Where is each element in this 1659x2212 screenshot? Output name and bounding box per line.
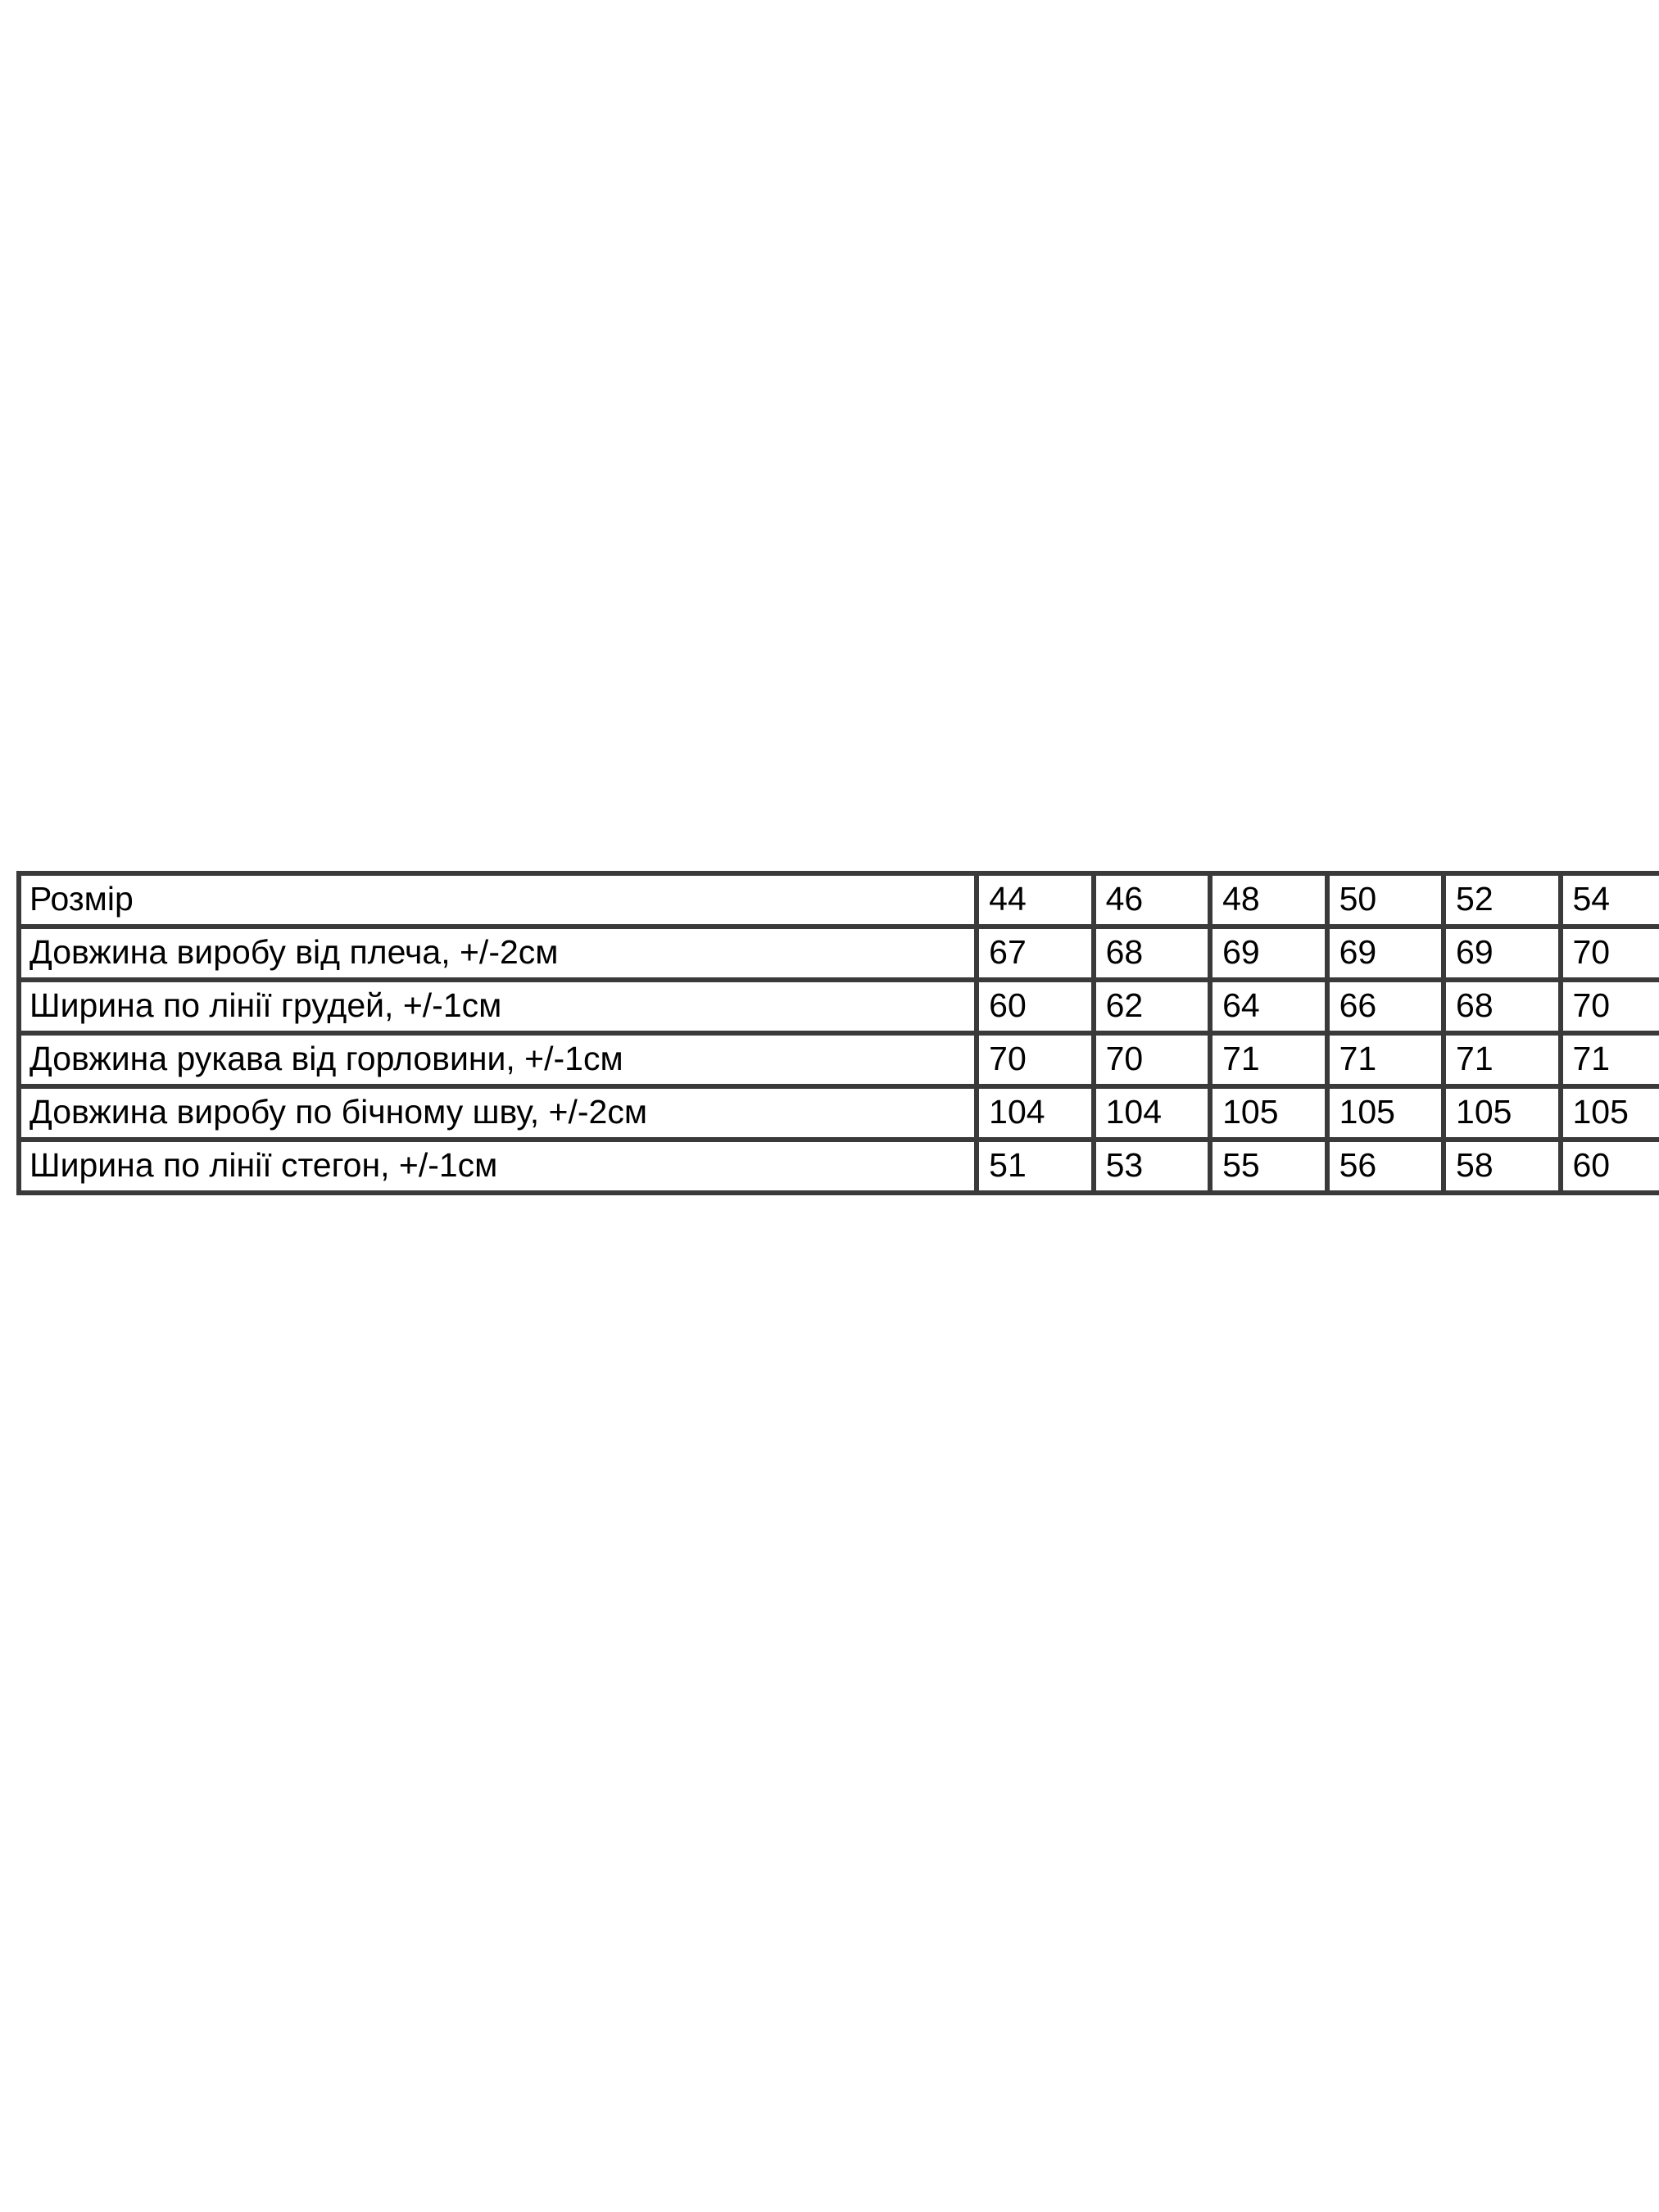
row-label: Ширина по лінії стегон, +/-1см <box>19 1140 977 1193</box>
row-value: 50 <box>1327 873 1444 927</box>
row-value: 51 <box>977 1140 1093 1193</box>
row-value: 104 <box>977 1086 1093 1140</box>
table-row <box>19 980 1659 1033</box>
row-value: 66 <box>1327 980 1444 1033</box>
row-value: 69 <box>1444 927 1560 980</box>
row-value: 60 <box>1561 1140 1659 1193</box>
row-value: 67 <box>977 927 1093 980</box>
row-value: 69 <box>1210 927 1326 980</box>
row-value: 68 <box>1444 980 1560 1033</box>
row-value: 70 <box>977 1033 1093 1086</box>
row-value: 68 <box>1094 927 1210 980</box>
size-chart-container <box>16 871 1659 1195</box>
row-value: 105 <box>1327 1086 1444 1140</box>
row-value: 54 <box>1561 873 1659 927</box>
size-chart-body <box>19 873 1659 1193</box>
row-value: 71 <box>1327 1033 1444 1086</box>
row-value: 46 <box>1094 873 1210 927</box>
row-value: 71 <box>1561 1033 1659 1086</box>
row-label: Розмір <box>19 873 977 927</box>
row-value: 105 <box>1561 1086 1659 1140</box>
row-value: 105 <box>1444 1086 1560 1140</box>
row-value: 52 <box>1444 873 1560 927</box>
row-value: 48 <box>1210 873 1326 927</box>
row-label: Довжина рукава від горловини, +/-1см <box>19 1033 977 1086</box>
row-value: 53 <box>1094 1140 1210 1193</box>
row-label: Довжина виробу від плеча, +/-2см <box>19 927 977 980</box>
table-row <box>19 873 1659 927</box>
row-value: 71 <box>1210 1033 1326 1086</box>
table-row <box>19 1140 1659 1193</box>
row-value: 70 <box>1561 927 1659 980</box>
row-value: 104 <box>1094 1086 1210 1140</box>
size-chart-table <box>16 871 1659 1195</box>
table-row <box>19 1033 1659 1086</box>
row-value: 62 <box>1094 980 1210 1033</box>
row-value: 56 <box>1327 1140 1444 1193</box>
row-value: 60 <box>977 980 1093 1033</box>
table-row <box>19 1086 1659 1140</box>
row-value: 71 <box>1444 1033 1560 1086</box>
row-label: Довжина виробу по бічному шву, +/-2см <box>19 1086 977 1140</box>
row-value: 69 <box>1327 927 1444 980</box>
row-value: 64 <box>1210 980 1326 1033</box>
row-value: 55 <box>1210 1140 1326 1193</box>
row-value: 70 <box>1094 1033 1210 1086</box>
row-label: Ширина по лінії грудей, +/-1см <box>19 980 977 1033</box>
row-value: 58 <box>1444 1140 1560 1193</box>
row-value: 70 <box>1561 980 1659 1033</box>
row-value: 44 <box>977 873 1093 927</box>
table-row <box>19 927 1659 980</box>
row-value: 105 <box>1210 1086 1326 1140</box>
